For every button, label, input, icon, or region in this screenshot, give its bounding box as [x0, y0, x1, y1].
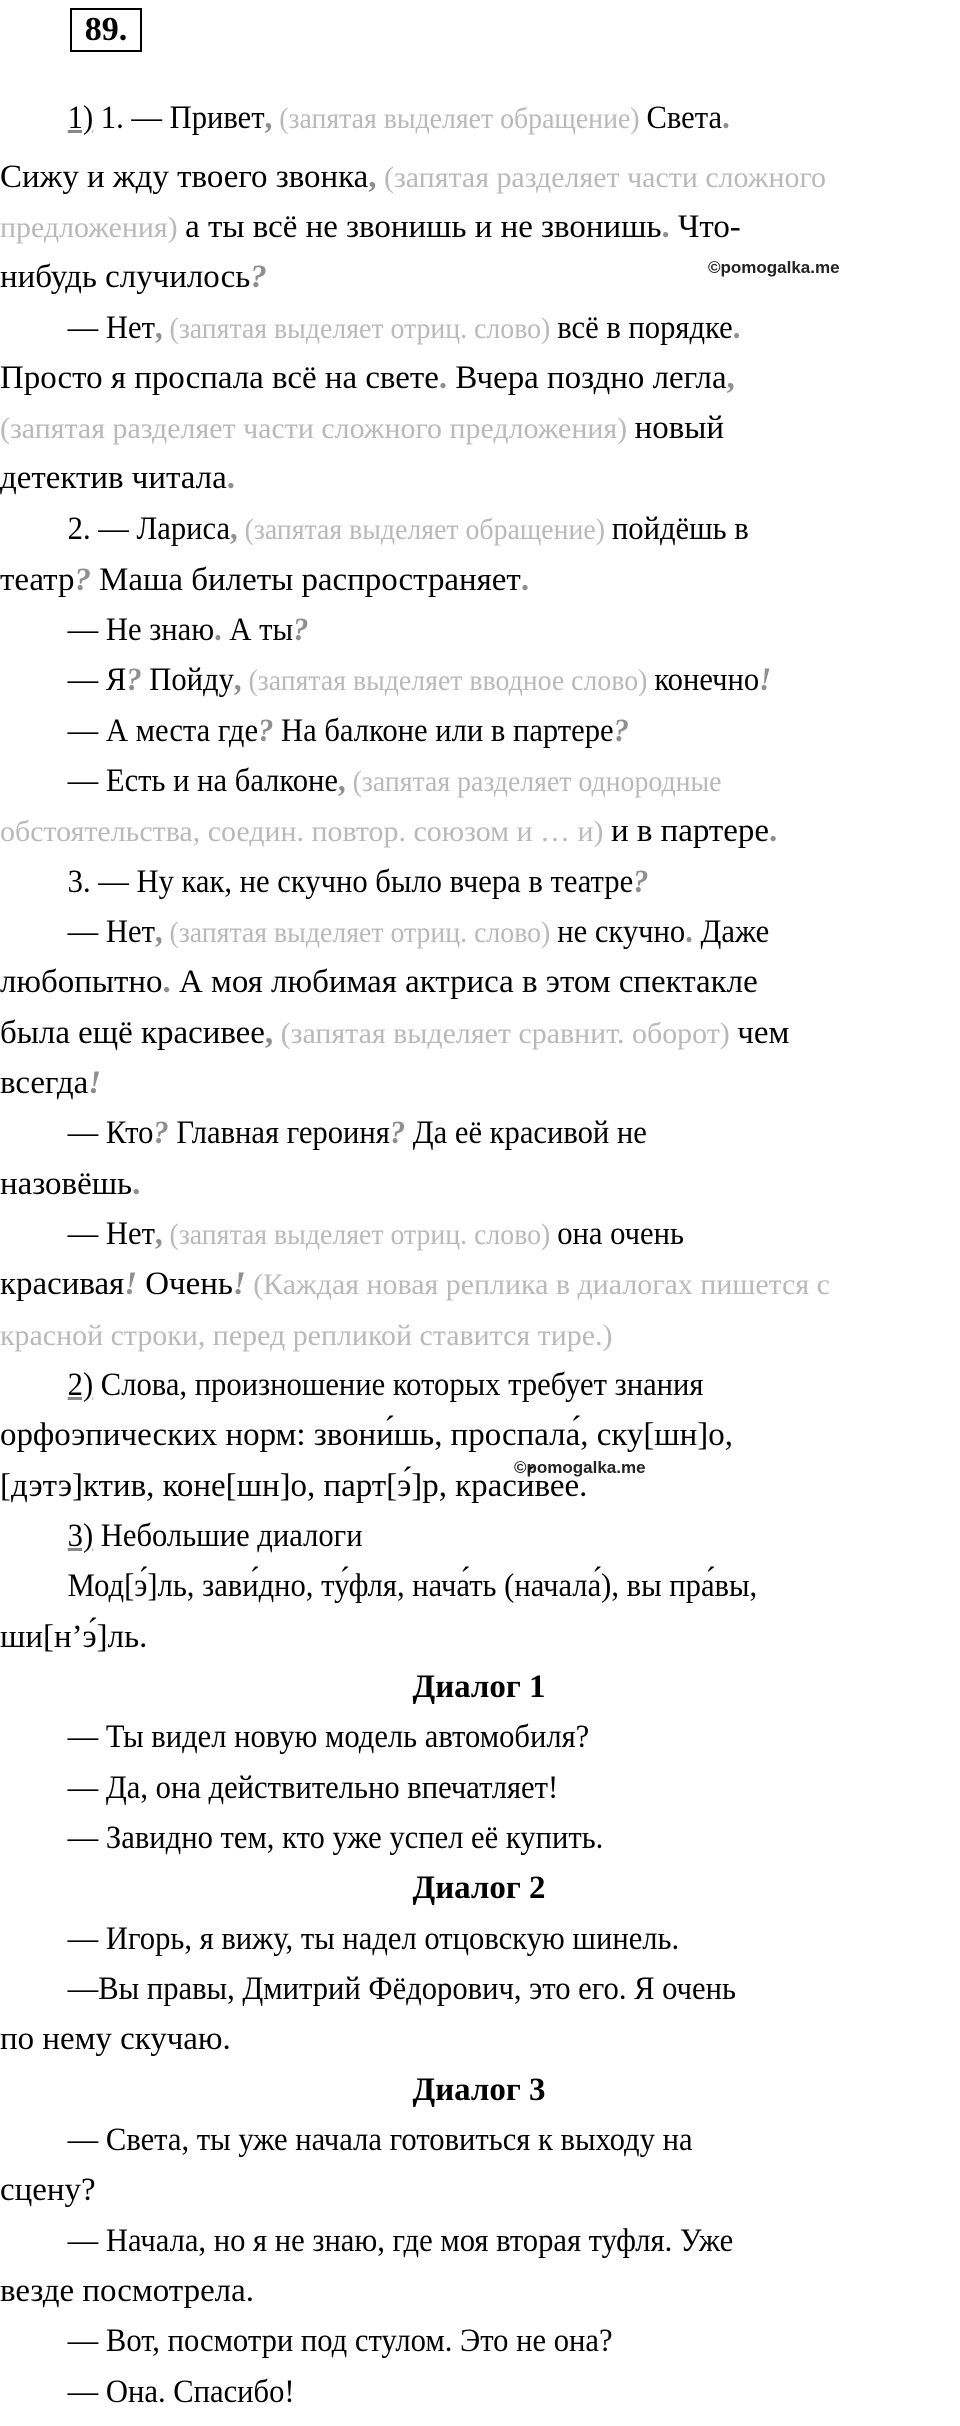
text-line: красной строки, перед репликой ставится тире.)	[0, 1319, 613, 1352]
text-line: была ещё красивее, (запятая выделяет сравнит. оборот) чем	[0, 1015, 790, 1051]
text-line: детектив читала.	[0, 460, 235, 496]
text-line: — Она. Спасибо!	[67, 2374, 295, 2410]
text-line: —Вы правы, Дмитрий Фёдорович, это его. Я очень	[67, 1971, 736, 2007]
dialog-heading: Диалог 2	[412, 1870, 546, 1906]
text-line: 3. — Ну как, не скучно было вчера в театре?	[67, 864, 649, 900]
part1-marker: 1)	[67, 100, 94, 136]
text-line: — Кто? Главная героиня? Да её красивой не	[67, 1115, 647, 1151]
text-line: — Не знаю. А ты?	[67, 612, 309, 648]
watermark: ©pomogalka.me	[514, 1458, 646, 1477]
text-line: — Да, она действительно впечатляет!	[67, 1770, 559, 1806]
text-line: — Вот, посмотри под стулом. Это не она?	[67, 2323, 613, 2359]
text-line: [дэтэ]ктив, коне[шн]о, парт[э́]р, краси́вее.	[0, 1468, 588, 1504]
text-line: — Я? Пойду, (запятая выделяет вводное слово) конечно!	[67, 662, 772, 698]
text-line: — Нет, (запятая выделяет отриц. слово) она очень	[67, 1216, 684, 1252]
text-line: нибудь случилось?	[0, 259, 267, 295]
text-line: — А места где? На балконе или в партере?	[67, 713, 629, 749]
text-line: — Ты видел новую модель автомобиля?	[67, 1719, 590, 1755]
text-line: красивая! Очень! (Каждая новая реплика в диалогах пишется с	[0, 1266, 830, 1302]
text-line: — Нет, (запятая выделяет отриц. слово) всё в порядке.	[67, 310, 741, 346]
text-line: предложения) а ты всё не звонишь и не звонишь. Что-	[0, 209, 741, 245]
text-line: 2) Слова, произношение которых требует знания	[67, 1367, 704, 1403]
text-line: 1) 1. — Привет, (запятая выделяет обращение) Света.	[67, 100, 730, 136]
text-line: 3) Небольшие диалоги	[67, 1518, 363, 1554]
text-line: Сижу и жду твоего звонка, (запятая разделяет части сложного	[0, 159, 826, 195]
text-line: всегда!	[0, 1065, 102, 1101]
text-line: — Света, ты уже начала готовиться к выходу на	[67, 2122, 693, 2158]
text-line: театр? Маша билеты распространяет.	[0, 562, 530, 598]
text-line: Просто я проспала всё на свете. Вчера поздно легла,	[0, 360, 735, 396]
text-line: по нему скучаю.	[0, 2021, 231, 2057]
part3-marker: 3)	[67, 1518, 94, 1554]
text-line: ши[н’э́]ль.	[0, 1619, 148, 1655]
dialog-heading: Диалог 3	[412, 2072, 546, 2108]
text-line: Мод[э́]ль, зави́дно, ту́фля, нача́ть (начала́), вы пра́вы,	[67, 1568, 758, 1604]
text-line: — Есть и на балконе, (запятая разделяет однородные	[67, 763, 722, 799]
text-line: везде посмотрела.	[0, 2273, 254, 2309]
text-line: орфоэпических норм: звони́шь, проспала́, ску[шн]о,	[0, 1417, 733, 1453]
text-line: сцену?	[0, 2172, 96, 2208]
text-line: — Начала, но я не знаю, где моя вторая туфля. Уже	[67, 2223, 734, 2259]
part2-marker: 2)	[67, 1367, 94, 1403]
text-line: — Завидно тем, кто уже успел её купить.	[67, 1820, 604, 1856]
text-line: (запятая разделяет части сложного предложения) новый	[0, 410, 725, 446]
watermark: ©pomogalka.me	[708, 258, 840, 277]
text-line: 2. — Лариса, (запятая выделяет обращение) пойдёшь в	[67, 511, 749, 547]
task-number-box: 89.	[70, 8, 142, 52]
text-line: — Игорь, я вижу, ты надел отцовскую шинель.	[67, 1921, 680, 1957]
dialog-heading: Диалог 1	[412, 1669, 546, 1705]
punctuation-comment: (запятая выделяет обращение)	[272, 102, 647, 135]
text-line: назовёшь.	[0, 1166, 141, 1202]
text-line: — Нет, (запятая выделяет отриц. слово) не скучно. Даже	[67, 914, 770, 950]
text-line: обстоятельства, соедин. повтор. союзом и … и) и в партере.	[0, 813, 778, 849]
text-line: любопытно. А моя любимая актриса в этом спектакле	[0, 964, 758, 1000]
